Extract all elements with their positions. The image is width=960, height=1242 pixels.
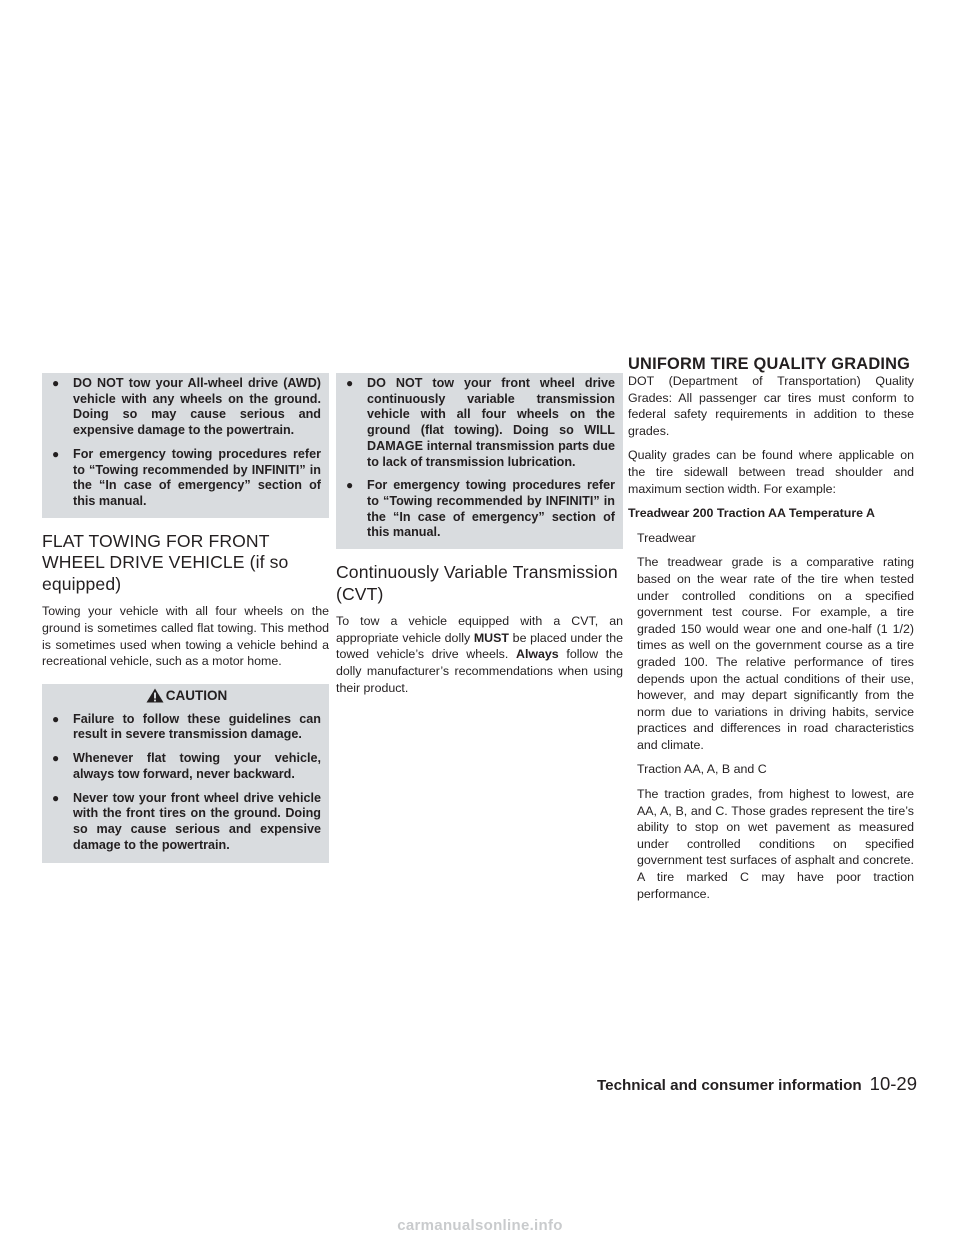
column-2	[336, 373, 623, 704]
warning-bullet-item	[346, 376, 615, 470]
traction-label: Traction AA, A, B and C	[637, 762, 767, 777]
bullet-icon: ●	[52, 790, 60, 805]
caution-bullet-item	[52, 712, 321, 743]
warning-box	[336, 373, 623, 549]
warning-bullet-text: DO NOT tow your front wheel drive continuously variable transmission vehicle with all four wheels on the ground (flat towing). Doing so WILL DAMAGE internal transmission parts due to lack of transmission lubrication.	[367, 376, 615, 469]
caution-header	[52, 688, 321, 703]
cvt-heading: Continuously Variable Transmission (CVT)	[336, 562, 618, 604]
warning-triangle-icon	[146, 688, 164, 703]
caution-box	[42, 684, 329, 864]
column-1	[42, 373, 329, 863]
page-footer	[597, 1073, 917, 1095]
cvt-paragraph	[336, 613, 623, 696]
caution-bullet-text: Whenever flat towing your vehicle, always tow forward, never backward.	[73, 751, 321, 781]
caution-bullet-item	[52, 751, 321, 782]
warning-box	[42, 373, 329, 518]
quality-grades-paragraph: Quality grades can be found where applicable on the tire sidewall between tread shoulder and maximum section width. For example:	[628, 448, 914, 496]
caution-label: CAUTION	[165, 687, 228, 703]
warning-bullet-text: For emergency towing procedures refer to “Towing recommended by INFINITI” in the “In case of emergency” section of this manual.	[73, 446, 321, 508]
cvt-bold-always: Always	[516, 647, 559, 662]
cvt-bold-must: MUST	[473, 630, 509, 645]
caution-bullet-text: Never tow your front wheel drive vehicle with the front tires on the ground. Doing so may cause serious and expensive damage to the powertrain.	[73, 790, 321, 852]
bullet-icon: ●	[346, 478, 354, 493]
treadwear-paragraph: The treadwear grade is a comparative rating based on the wear rate of the tire when tested under controlled conditions on a specified government test course. For example, a tire graded 150 would wear one and one-half (1 1/2) times as well on the government course as a tire graded 100. The relative performance of tires depends upon the actual conditions of their use, however, and may depart significantly from the norm due to variations in driving habits, service practices and differences in road characteristics and climate.	[637, 555, 914, 752]
example-line: Treadwear 200 Traction AA Temperature A	[628, 506, 875, 521]
warning-bullet-item	[346, 478, 615, 541]
flat-towing-heading: FLAT TOWING FOR FRONT WHEEL DRIVE VEHICLE (if so equipped)	[42, 530, 289, 594]
bullet-icon: ●	[52, 751, 60, 766]
cvt-text-3: follow the dolly manufacturer’s recommendations when using their product.	[336, 647, 623, 695]
warning-bullet-item	[52, 376, 321, 439]
treadwear-label: Treadwear	[637, 530, 696, 545]
footer-section-label: Technical and consumer information	[596, 1077, 862, 1094]
bullet-icon: ●	[346, 376, 354, 390]
dot-paragraph: DOT (Department of Transportation) Quality Grades: All passenger car tires must conform to federal safety requirements in addition to these grades.	[628, 374, 914, 438]
warning-bullet-text: For emergency towing procedures refer to “Towing recommended by INFINITI” in the “In case of emergency” section of this manual.	[367, 478, 615, 540]
warning-bullet-text: DO NOT tow your All-wheel drive (AWD) vehicle with any wheels on the ground. Doing so may cause serious and expensive damage to the powertrain.	[73, 376, 321, 438]
column-3	[628, 373, 914, 910]
caution-bullet-item	[52, 791, 321, 854]
cvt-text-2: be placed under the towed vehicle’s drive wheels.	[336, 630, 623, 662]
warning-bullet-item	[52, 447, 321, 510]
caution-bullet-text: Failure to follow these guidelines can result in severe transmission damage.	[73, 711, 321, 742]
bullet-icon: ●	[52, 376, 60, 390]
bullet-icon: ●	[52, 446, 60, 461]
cvt-text-1: To tow a vehicle equipped with a CVT, an appropriate vehicle dolly	[336, 614, 623, 645]
flat-towing-paragraph: Towing your vehicle with all four wheels on the ground is sometimes called flat towing. This method is sometimes used when towing a vehicle behind a recreational vehicle, such as a motor home.	[42, 604, 329, 669]
bullet-icon: ●	[52, 711, 60, 726]
section-title: UNIFORM TIRE QUALITY GRADING	[628, 355, 911, 373]
watermark: carmanualsonline.info	[397, 1217, 563, 1234]
traction-paragraph: The traction grades, from highest to lowest, are AA, A, B, and C. Those grades represent the tire’s ability to stop on wet pavement as measured under controlled conditions on specified government test surfaces of asphalt and concrete. A tire marked C may have poor traction performance.	[637, 787, 914, 901]
page-number: 10-29	[869, 1073, 917, 1094]
